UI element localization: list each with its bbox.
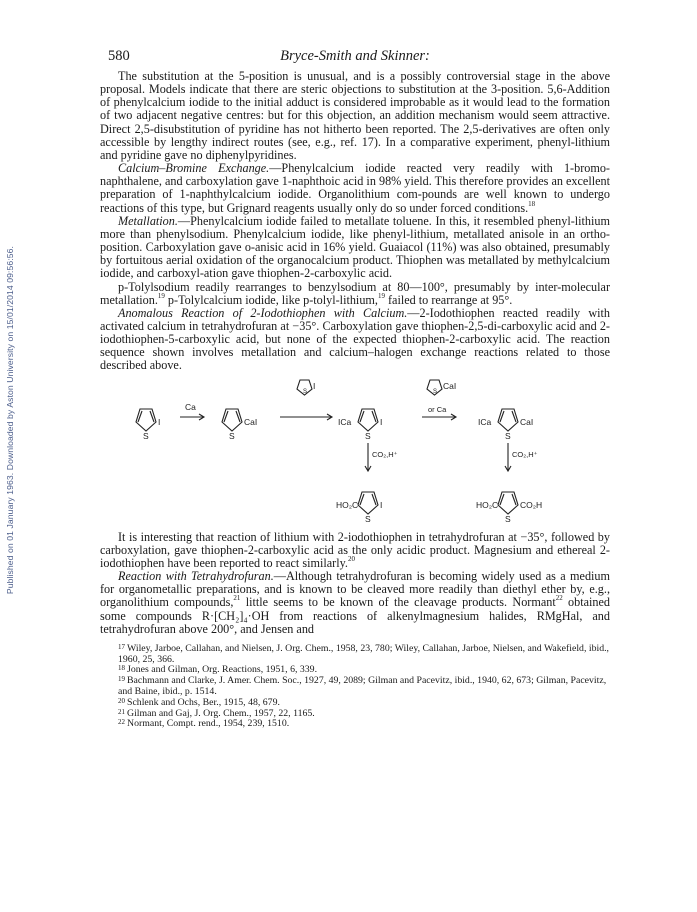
sulfur-label: S: [365, 513, 371, 524]
section-heading: Anomalous Reaction of 2-Iodothiophen with Calcium.: [118, 305, 408, 320]
footnote-number: 21: [118, 707, 125, 716]
footnote-number: 17: [118, 642, 125, 651]
paragraph-calcium-bromine: [100, 162, 610, 215]
paragraph-substitution: The substitution at the 5-position is unusual, and is a possibly controversial stage in the above proposal. Models indicate that there are steric objections to substitution at the 3-position. 5,6-Addition of phenylcalcium iodide to the initial adduct is considered improbable as it would lead to the formation of two adjacent negative centres: but for this objection, an addition mechanism would seem attractive. Direct 2,5-disubstitution of pyridine has not hitherto been reported. The 2,5-derivatives are often only accessible by lengthy indirect routes (see, e.g., ref. 17). In a comparative experiment, phenyl-lithium and pyridine gave no diphenylpyridines.: [100, 69, 610, 162]
paragraph-text: p-Tolylsodium readily rearranges to benzylsodium at 80—100°, presumably by inter-molecular metallation.: [100, 279, 610, 307]
reference-mark: 21: [233, 594, 241, 603]
paragraph-lithium: [100, 531, 610, 570]
paragraph-text: —Although tetrahydrofuran is becoming widely used as a medium for organometallic preparations, and is known to be cleaved more readily than diethyl ether by, e.g., organolithium compounds,: [100, 569, 611, 610]
footnote-number: 19: [118, 675, 125, 684]
calcium-iodide-label: ICa: [478, 416, 492, 427]
article-page: [100, 48, 610, 730]
iodine-label: I: [380, 499, 383, 510]
footnote-number: 20: [118, 696, 125, 705]
reagent-label: or Ca: [428, 404, 447, 414]
download-watermark: [0, 130, 20, 710]
calcium-iodide-label: ICa: [338, 416, 352, 427]
paragraph-text: It is interesting that reaction of lithium with 2-iodothiophen in tetrahydrofuran at −35°, followed by carboxylation, gave thiophen-2-carboxylic acid as the only acidic product. Magnesium and ethereal 2-iodothiophen have been reported to react similarly.: [100, 529, 610, 570]
iodine-label: I: [313, 380, 316, 391]
sulfur-label: S: [229, 430, 235, 441]
paragraph-text: failed to rearrange at 95°.: [384, 292, 513, 307]
reagent-label: Ca: [185, 401, 196, 412]
section-heading: Reaction with Tetrahydrofuran.: [118, 569, 274, 584]
footnote-text: Normant, Compt. rend., 1954, 239, 1510.: [127, 718, 290, 730]
body-text: [100, 70, 610, 373]
footnote-text: Wiley, Jarboe, Callahan, and Nielsen, J. Org. Chem., 1958, 23, 780; Wiley, Callahan, Jarboe, Nielsen, and Wakefield, ibid., 1960, 25, 366.: [118, 642, 609, 665]
reference-mark: 19: [377, 291, 385, 300]
footnote: [100, 719, 610, 730]
paragraph-text: p-Tolylcalcium iodide, like p-tolyl-lithium,: [164, 292, 378, 307]
running-title: Bryce-Smith and Skinner:: [280, 48, 430, 64]
reference-mark: 18: [528, 199, 536, 208]
footnote-text: Gilman and Gaj, J. Org. Chem., 1957, 22, 1165.: [127, 707, 315, 719]
paragraph-tetrahydrofuran: [100, 570, 610, 636]
iodine-label: I: [158, 416, 161, 427]
paragraph-tolyl: [100, 281, 610, 307]
section-heading: Calcium–Bromine Exchange.: [118, 161, 270, 176]
reaction-scheme-drawing: [100, 377, 610, 529]
sulfur-label: S: [303, 388, 308, 395]
paragraph-text: —2-Iodothiophen reacted readily with activated calcium in tetrahydrofuran at −35°. Carboxylation gave thiophen-2,5-di-carboxylic acid and 2-iodothiophen-5-carboxylic acid, but none of the expected thiophen-2-carboxylic acid. The reaction sequence shown involves metallation and calcium–halogen exchange reactions related to those described above.: [100, 305, 611, 373]
iodine-label: I: [380, 416, 383, 427]
reference-mark: 22: [555, 594, 563, 603]
body-text-continued: [100, 531, 610, 636]
calcium-iodide-label: CaI: [520, 416, 534, 427]
paragraph-iodothiophen: [100, 307, 610, 373]
footnote-text: Bachmann and Clarke, J. Amer. Chem. Soc., 1927, 49, 2089; Gilman and Pacevitz, ibid., 1940, 62, 673; Gilman, Pacevitz, and Baine, ibid., p. 1514.: [118, 675, 607, 698]
carboxyl-label: HO₂C: [476, 499, 499, 510]
sulfur-label: S: [365, 430, 371, 441]
footnote-number: 22: [118, 718, 125, 727]
paragraph-text: —Phenylcalcium iodide failed to metallate toluene. In this, it resembled phenyl-lithium more than phenylsodium. Phenylcalcium iodide, like phenyl-lithium, metallated anisole in an ortho-position. Carboxylation gave o-anisic acid in 16% yield. Guaiacol (11%) was also obtained, presumably by fortuitous aerial oxidation of the organocalcium product. Thiophen was metallated by methylcalcium iodide, and carboxyl-ation gave thiophen-2-carboxylic acid.: [100, 213, 610, 281]
footnotes: [100, 644, 610, 730]
sulfur-label: S: [505, 430, 511, 441]
reagent-label: CO₂,H⁺: [372, 449, 398, 459]
paragraph-text: little seems to be known of the cleavage products. Normant: [240, 595, 556, 610]
reaction-scheme: [100, 377, 610, 529]
calcium-iodide-label: CaI: [244, 416, 258, 427]
paragraph-text: —Phenylcalcium iodide reacted very readily with 1-bromo-naphthalene, and carboxylation gave 1-naphthoic acid in 98% yield. This therefore provides an excellent preparation of 1-naphthylcalcium iodide. Organolithium com-pounds are well known to undergo reactions of this type, but Grignard reagents usually only do so under forced conditions.: [100, 161, 610, 215]
paragraph-metallation: [100, 215, 610, 281]
calcium-iodide-label: CaI: [443, 380, 457, 391]
carboxyl-label: CO₂H: [520, 499, 543, 510]
reference-mark: 19: [157, 291, 165, 300]
paragraph-text: obtained some compounds R·[CH₂]₄·OH from reactions of alkenylmagnesium halides, RMgHal, and tetrahydrofuran above 200°, and Jensen and: [100, 595, 611, 636]
watermark-text: Published on 01 January 1963. Downloaded by Aston University on 15/01/2014 09:56:56.: [5, 245, 15, 595]
page-header: [100, 48, 610, 70]
footnote-number: 18: [118, 664, 125, 673]
footnote: [100, 676, 610, 698]
footnote-text: Schlenk and Ochs, Ber., 1915, 48, 679.: [127, 696, 280, 708]
reagent-label: CO₂,H⁺: [512, 449, 538, 459]
sulfur-label: S: [143, 430, 149, 441]
reference-mark: 20: [347, 554, 355, 563]
sulfur-label: S: [505, 513, 511, 524]
carboxyl-label: HO₂C: [336, 499, 359, 510]
section-heading: Metallation.: [118, 213, 178, 228]
sulfur-label: S: [433, 388, 438, 395]
footnote-text: Jones and Gilman, Org. Reactions, 1951, 6, 339.: [127, 664, 318, 676]
page-number: 580: [108, 48, 130, 64]
footnote: [100, 644, 610, 666]
